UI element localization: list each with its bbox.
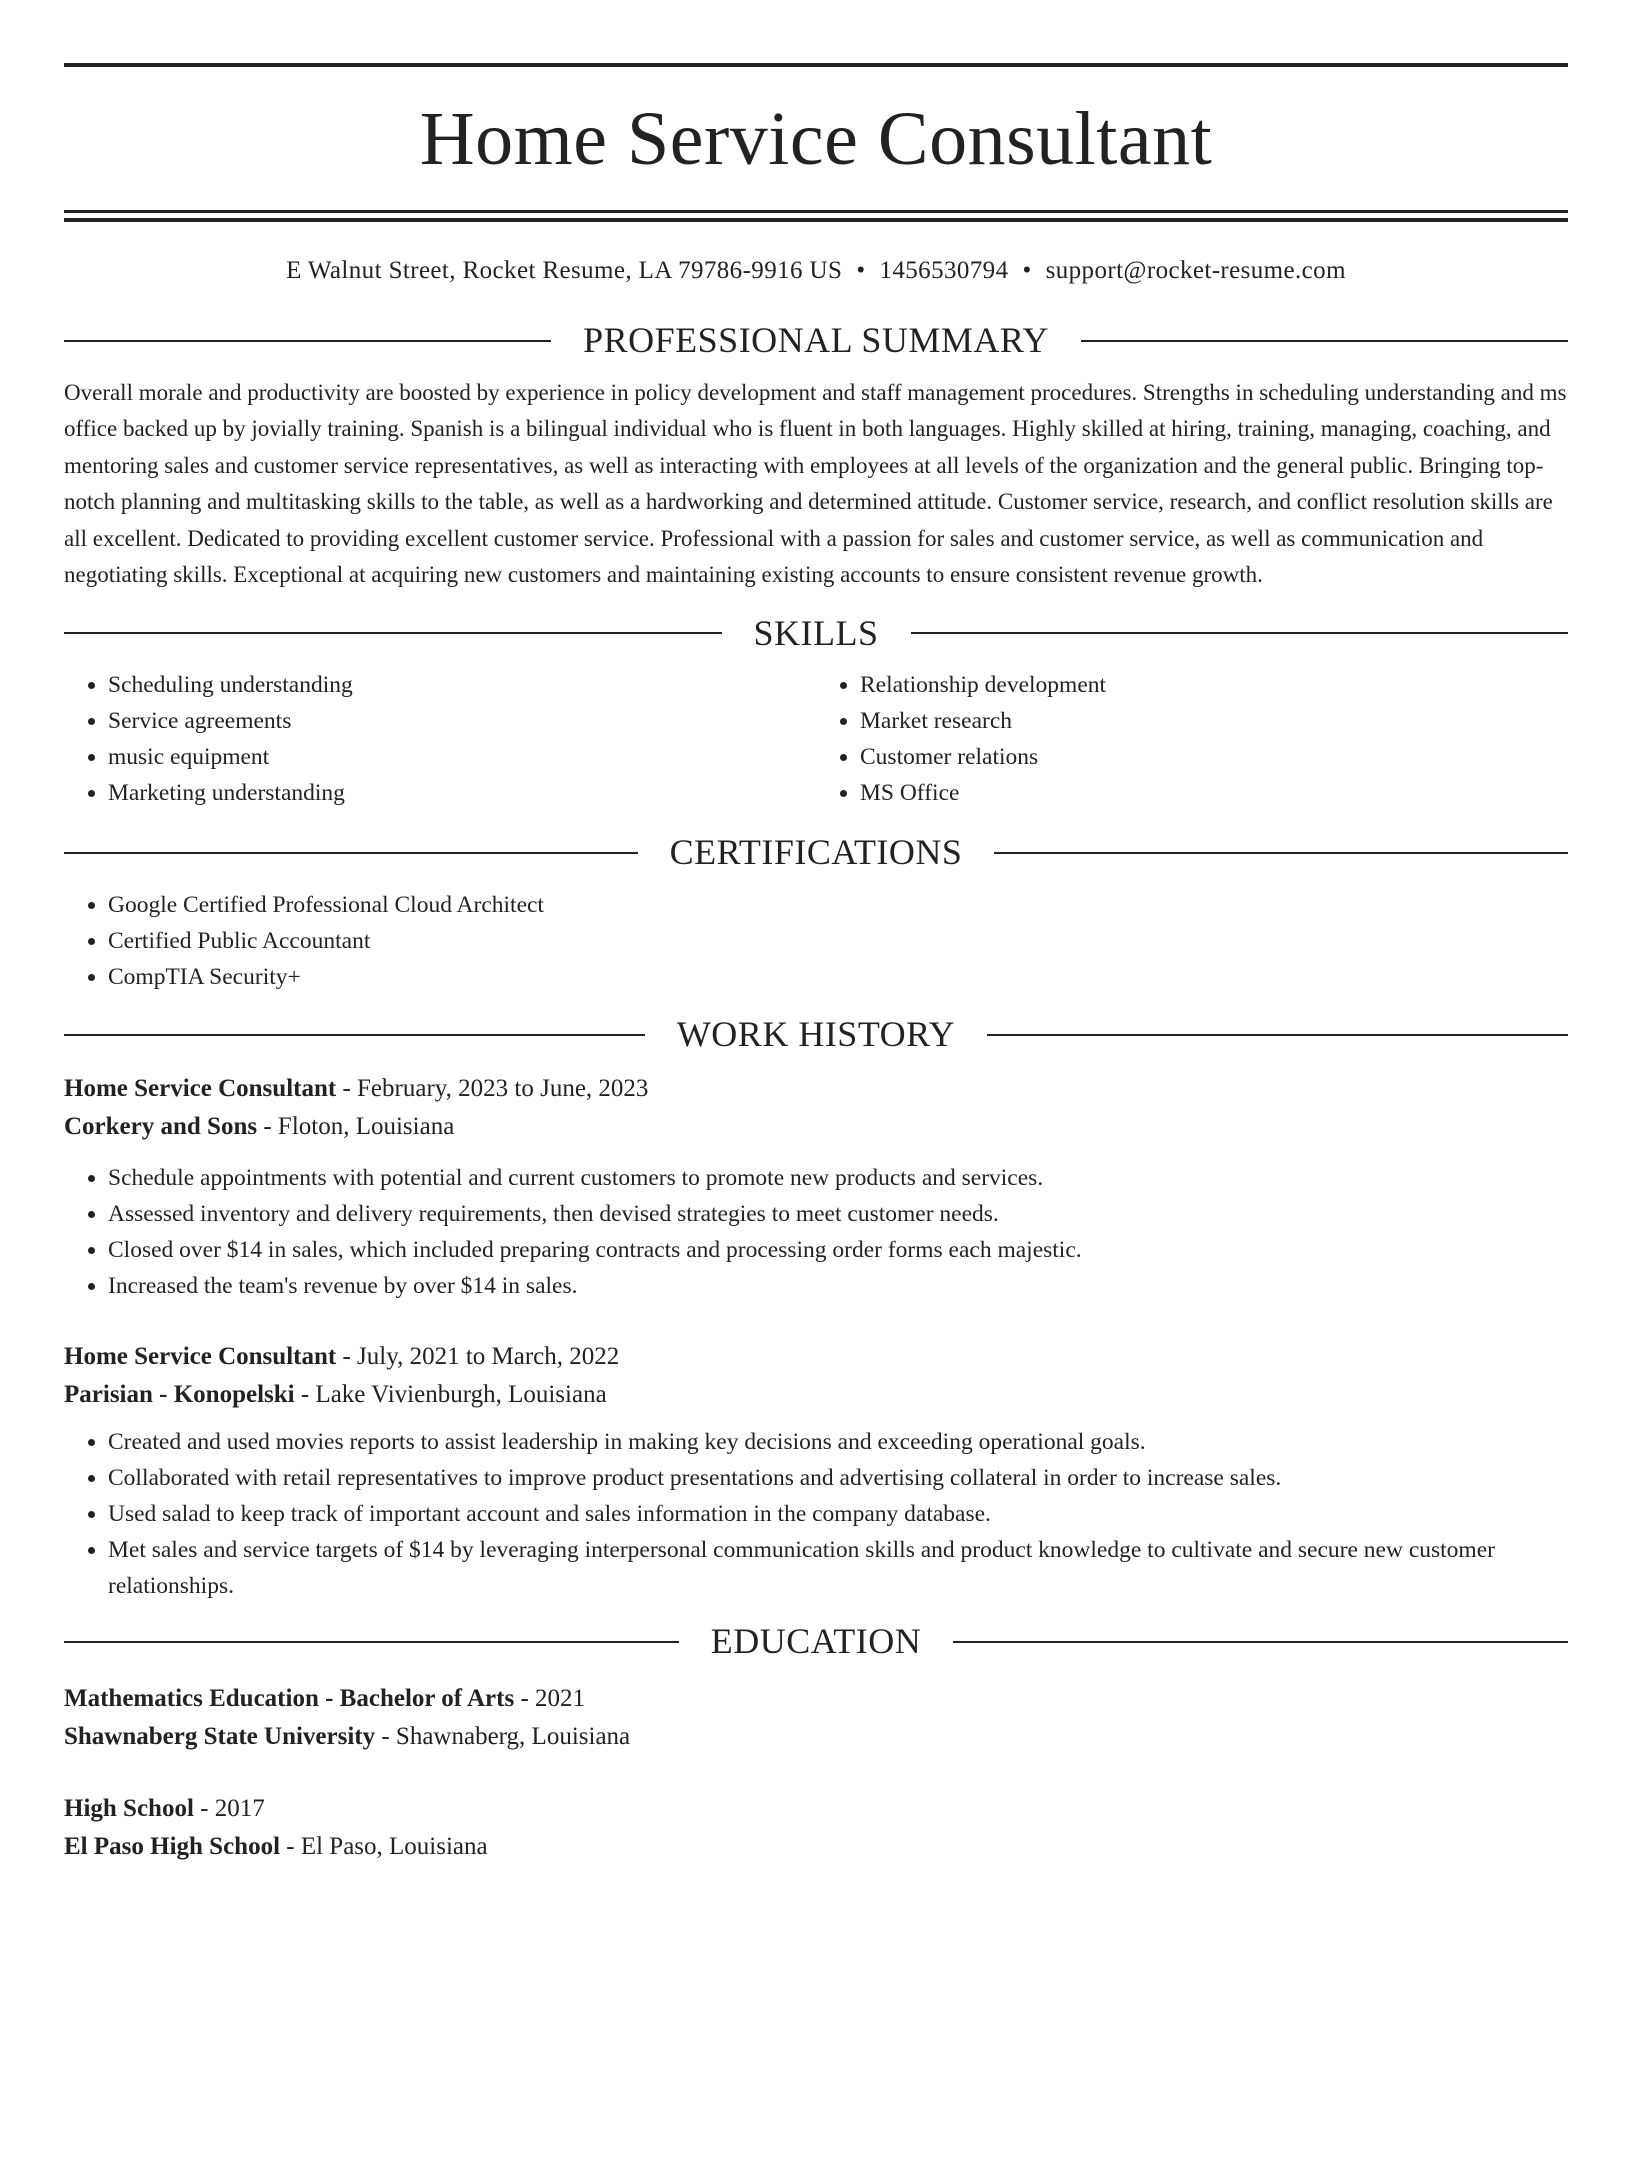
education-year: - 2017 [193,1794,265,1822]
skill-item: • Customer relations [860,739,1568,775]
contact-separator: • [856,257,866,284]
section-rule [64,852,638,854]
education-school-line [64,1718,1568,1756]
education-year: - 2021 [514,1684,586,1712]
section-rule [911,632,1569,634]
section-rule [64,632,722,634]
job-location: - Floton, Louisiana [257,1113,455,1141]
education-location: - El Paso, Louisiana [280,1832,488,1860]
job-title: Home Service Consultant [64,1343,337,1371]
job-entry [64,1338,1568,1604]
section-title: EDUCATION [710,1621,922,1662]
section-rule [953,1641,1568,1643]
certification-item: • Google Certified Professional Cloud Architect [108,887,1568,923]
education-school-line [64,1828,1568,1866]
section-header-education [64,1622,1568,1662]
education-degree: Mathematics Education - Bachelor of Arts [64,1684,515,1712]
job-company-line [64,1376,1568,1414]
job-bullet: • Collaborated with retail representatives to improve product presentations and advertising collateral in order to increase sales. [108,1460,1568,1496]
skill-item: • Relationship development [860,667,1568,703]
skill-item: • music equipment [108,739,816,775]
section-rule [64,1034,645,1036]
certification-item: • Certified Public Accountant [108,923,1568,959]
section-header-certifications [64,833,1568,873]
section-header-summary [64,321,1568,361]
contact-line [64,256,1568,286]
job-bullet: • Used salad to keep track of important account and sales information in the company database. [108,1496,1568,1532]
section-rule [987,1034,1568,1036]
top-rule [64,63,1568,67]
contact-separator: • [1022,257,1032,284]
job-dates: - July, 2021 to March, 2022 [336,1343,620,1371]
skills-grid [64,667,1568,811]
section-rule [64,340,551,342]
contact-email: support@rocket-resume.com [1045,257,1346,284]
education-school: Shawnaberg State University [64,1722,376,1750]
skills-column-left [64,667,816,811]
education-degree: High School [64,1794,194,1822]
certifications-list [64,887,1568,995]
skills-column-right [816,667,1568,811]
job-company-line [64,1108,1568,1146]
section-title: PROFESSIONAL SUMMARY [583,320,1049,360]
job-bullet: • Assessed inventory and delivery requirements, then devised strategies to meet customer needs. [108,1196,1568,1232]
education-entry [64,1790,1568,1866]
job-bullets [64,1424,1568,1604]
skill-item: • MS Office [860,775,1568,811]
skills-list-right [816,667,1568,811]
education-location: - Shawnaberg, Louisiana [375,1722,631,1750]
education-degree-line [64,1790,1568,1828]
skill-item: • Marketing understanding [108,775,816,811]
job-bullet: • Schedule appointments with potential and current customers to promote new products and services. [108,1160,1568,1196]
job-company: Parisian - Konopelski [64,1381,295,1409]
job-bullet: • Increased the team's revenue by over $14 in sales. [108,1268,1568,1304]
job-company: Corkery and Sons [64,1113,258,1141]
skill-item: • Service agreements [108,703,816,739]
job-bullet: • Closed over $14 in sales, which included preparing contracts and processing order forms each majestic. [108,1232,1568,1268]
contact-address: E Walnut Street, Rocket Resume, LA 79786-9916 US [286,257,843,284]
job-title-line [64,1338,1568,1376]
job-title: Home Service Consultant [64,1075,337,1103]
section-rule [994,852,1568,854]
job-title-line [64,1070,1568,1108]
job-bullets [64,1160,1568,1304]
job-bullet: • Created and used movies reports to assist leadership in making key decisions and exceeding operational goals. [108,1424,1568,1460]
resume-page [0,63,1632,2175]
job-bullet: • Met sales and service targets of $14 by leveraging interpersonal communication skills and product knowledge to cultivate and secure new customer relationships. [108,1532,1568,1604]
skills-list-left [64,667,816,811]
section-rule [1081,340,1568,342]
section-rule [64,1641,679,1643]
skill-item: • Scheduling understanding [108,667,816,703]
job-location: - Lake Vivienburgh, Louisiana [294,1381,607,1409]
skill-item: • Market research [860,703,1568,739]
title-double-rule [64,210,1568,222]
job-entry [64,1070,1568,1304]
certification-item: • CompTIA Security+ [108,959,1568,995]
contact-phone: 1456530794 [879,257,1009,284]
job-dates: - February, 2023 to June, 2023 [336,1075,649,1103]
education-degree-line [64,1680,1568,1718]
resume-title: Home Service Consultant [419,97,1213,181]
education-school: El Paso High School [64,1832,281,1860]
section-header-skills [64,614,1568,654]
section-title: SKILLS [753,612,879,653]
summary-text: Overall morale and productivity are boosted by experience in policy development and staff management procedures. Strengths in scheduling understanding and ms office backed up by jovially training. Spanish is a bilingual individual who is fluent in both languages. Highly skilled at hiring, training, managing, coaching, and mentoring sales and customer service representatives, as well as interacting with employees at all levels of the organization and the general public. Bringing top-notch planning and multitasking skills to the table, as well as a hardworking and determined attitude. Customer service, research, and conflict resolution skills are all excellent. Dedicated to providing excellent customer service. Professional with a passion for sales and customer service, as well as communication and negotiating skills. Exceptional at acquiring new customers and maintaining existing accounts to ensure consistent revenue growth. [64,379,1567,588]
section-title: WORK HISTORY [676,1013,956,1054]
section-title: CERTIFICATIONS [669,832,963,873]
education-entry [64,1680,1568,1756]
section-header-work [64,1015,1568,1055]
